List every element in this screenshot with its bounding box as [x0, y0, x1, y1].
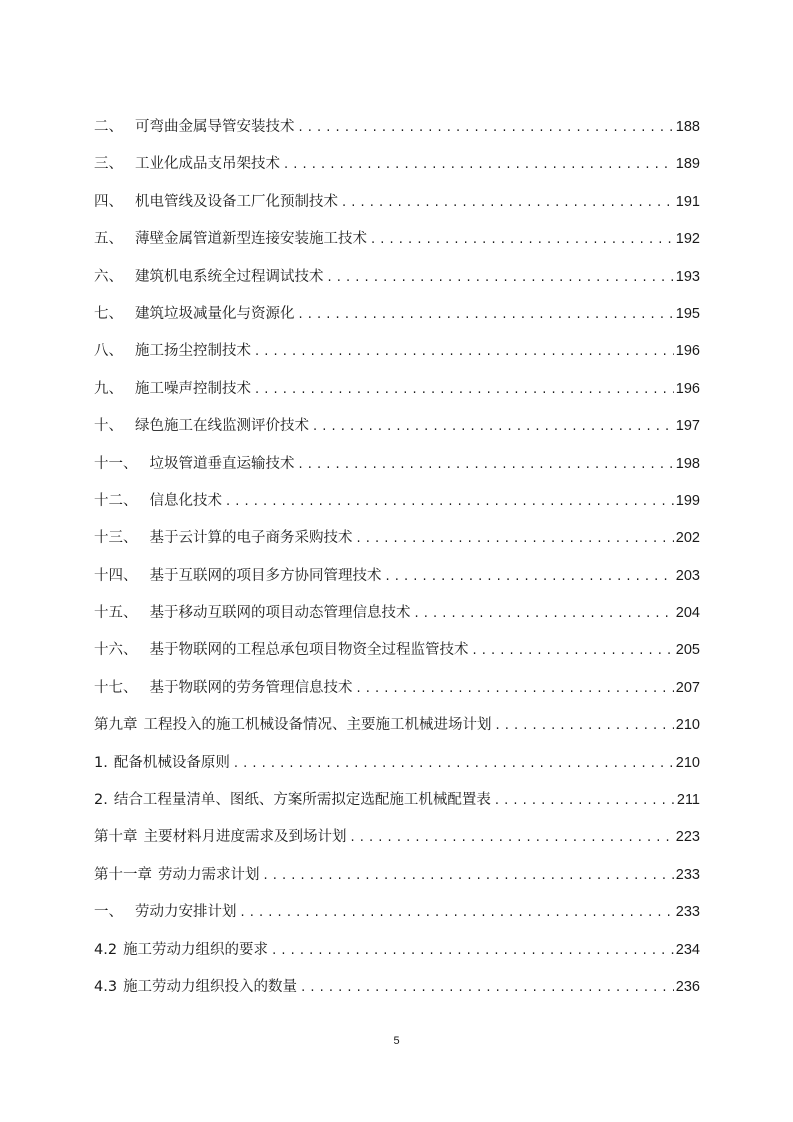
toc-entry-number: 七、 — [94, 305, 123, 322]
toc-entry-number: 五、 — [94, 231, 123, 248]
toc-dot-leader — [299, 114, 674, 141]
toc-entry-page: 188 — [675, 119, 700, 135]
toc-entry-title: 配备机械设备原则 — [113, 754, 230, 771]
toc-entry-page: 233 — [675, 904, 700, 921]
toc-entry-title: 劳动力需求计划 — [158, 866, 260, 883]
toc-entry[interactable] — [94, 151, 700, 188]
toc-entry-title: 工程投入的施工机械设备情况、主要施工机械进场计划 — [143, 717, 492, 734]
toc-entry-page: 199 — [675, 492, 700, 509]
toc-dot-leader — [264, 862, 674, 889]
toc-entry-title: 施工噪声控制技术 — [135, 380, 251, 397]
toc-entry-number: 二、 — [94, 119, 123, 135]
toc-entry[interactable] — [94, 600, 700, 637]
toc-entry-number: 十、 — [94, 418, 123, 435]
toc-dot-leader — [241, 899, 674, 926]
toc-entry[interactable] — [94, 637, 700, 674]
toc-entry-page: 195 — [675, 305, 700, 322]
toc-dot-leader — [284, 151, 674, 178]
toc-entry-number: 三、 — [94, 156, 123, 173]
toc-entry[interactable] — [94, 114, 700, 151]
toc-entry-title: 施工劳动力组织投入的数量 — [123, 978, 298, 995]
toc-entry-page: 196 — [675, 343, 700, 360]
toc-dot-leader — [301, 974, 674, 1001]
toc-entry-page: 207 — [675, 679, 700, 696]
toc-entry-number: 十二、 — [94, 492, 138, 509]
toc-entry-page: 223 — [675, 829, 700, 846]
toc-entry[interactable] — [94, 488, 700, 525]
toc-entry[interactable] — [94, 787, 700, 824]
toc-dot-leader — [234, 750, 674, 777]
toc-dot-leader — [371, 226, 674, 253]
toc-entry[interactable] — [94, 937, 700, 974]
toc-dot-leader — [386, 563, 674, 590]
toc-entry-title: 工业化成品支吊架技术 — [135, 156, 280, 173]
toc-dot-leader — [342, 189, 674, 216]
toc-entry[interactable] — [94, 563, 700, 600]
toc-dot-leader — [299, 451, 674, 478]
toc-entry[interactable] — [94, 675, 700, 712]
toc-entry[interactable] — [94, 862, 700, 899]
toc-dot-leader — [415, 600, 674, 627]
toc-dot-leader — [313, 413, 674, 440]
toc-entry-title: 机电管线及设备工厂化预制技术 — [135, 193, 338, 210]
toc-entry-title: 基于移动互联网的项目动态管理信息技术 — [149, 605, 411, 622]
toc-entry-number: 十五、 — [94, 605, 138, 622]
toc-entry-page: 191 — [675, 193, 700, 210]
toc-entry[interactable] — [94, 301, 700, 338]
toc-entry-title: 可弯曲金属导管安装技术 — [135, 119, 295, 135]
toc-entry[interactable] — [94, 750, 700, 787]
toc-entry-title: 信息化技术 — [149, 492, 222, 509]
toc-dot-leader — [357, 525, 674, 552]
toc-entry-title: 建筑机电系统全过程调试技术 — [135, 268, 324, 285]
toc-entry-number: 八、 — [94, 343, 123, 360]
toc-entry-title: 施工扬尘控制技术 — [135, 343, 251, 360]
toc-entry-number: 十一、 — [94, 455, 138, 472]
toc-dot-leader — [496, 712, 674, 739]
toc-dot-leader — [357, 675, 674, 702]
toc-entry-page: 210 — [675, 717, 700, 734]
toc-entry[interactable] — [94, 413, 700, 450]
toc-entry-page: 196 — [675, 380, 700, 397]
toc-entry-number: 十六、 — [94, 642, 138, 659]
toc-entry-number: 一、 — [94, 904, 123, 921]
toc-entry-title: 基于互联网的项目多方协同管理技术 — [149, 567, 382, 584]
toc-entry-number: 六、 — [94, 268, 123, 285]
toc-entry[interactable] — [94, 899, 700, 936]
toc-entry-title: 垃圾管道垂直运输技术 — [149, 455, 295, 472]
toc-dot-leader — [255, 338, 674, 365]
toc-entry-page: 210 — [675, 754, 700, 771]
toc-dot-leader — [255, 376, 674, 403]
toc-entry-page: 192 — [675, 231, 700, 248]
toc-entry-title: 劳动力安排计划 — [135, 904, 237, 921]
toc-entry-page: 211 — [676, 792, 700, 809]
toc-entry-page: 202 — [675, 530, 700, 547]
toc-entry-title: 结合工程量清单、图纸、方案所需拟定选配施工机械配置表 — [113, 792, 491, 809]
toc-entry-page: 236 — [675, 978, 700, 995]
toc-entry-number: 4.3 — [94, 978, 118, 995]
toc-entry-title: 基于云计算的电子商务采购技术 — [149, 530, 353, 547]
toc-dot-leader — [328, 264, 674, 291]
page-number: 5 — [393, 1035, 400, 1047]
toc-entry-page: 204 — [675, 605, 700, 622]
toc-entry-number: 第十章 — [94, 829, 138, 846]
toc-dot-leader — [272, 937, 674, 964]
toc-entry-number: 2. — [94, 792, 108, 809]
toc-entry-number: 十四、 — [94, 567, 138, 584]
toc-entry[interactable] — [94, 226, 700, 263]
toc-dot-leader — [473, 637, 674, 664]
toc-entry-title: 主要材料月进度需求及到场计划 — [143, 829, 347, 846]
toc-entry-title: 基于物联网的劳务管理信息技术 — [149, 679, 353, 696]
toc-entry[interactable] — [94, 264, 700, 301]
toc-entry-title: 建筑垃圾减量化与资源化 — [135, 305, 295, 322]
toc-entry-number: 四、 — [94, 193, 123, 210]
toc-entry[interactable] — [94, 712, 700, 749]
toc-dot-leader — [226, 488, 674, 515]
toc-entry-number: 4.2 — [94, 941, 118, 958]
toc-dot-leader — [299, 301, 674, 328]
toc-entry[interactable] — [94, 525, 700, 562]
toc-entry[interactable] — [94, 451, 700, 488]
toc-entry-page: 198 — [675, 455, 700, 472]
toc-entry-page: 203 — [675, 567, 700, 584]
toc-entry-page: 193 — [675, 268, 700, 285]
toc-entry-number: 1. — [94, 754, 108, 771]
toc-entry-page: 233 — [675, 866, 700, 883]
toc-entry-title: 基于物联网的工程总承包项目物资全过程监管技术 — [149, 642, 469, 659]
toc-entry-number: 第九章 — [94, 717, 138, 734]
toc-entry-title: 薄壁金属管道新型连接安装施工技术 — [135, 231, 367, 248]
toc-entry-number: 九、 — [94, 380, 123, 397]
toc-entry[interactable] — [94, 338, 700, 375]
toc-dot-leader — [351, 824, 674, 851]
toc-entry[interactable] — [94, 974, 700, 1011]
toc-entry-number: 第十一章 — [94, 866, 152, 883]
toc-entry[interactable] — [94, 824, 700, 861]
toc-entry-page: 189 — [675, 156, 700, 173]
toc-entry-page: 197 — [675, 418, 700, 435]
toc-dot-leader — [495, 787, 675, 814]
toc-entry-page: 205 — [675, 642, 700, 659]
toc-entry-number: 十七、 — [94, 679, 138, 696]
table-of-contents — [94, 114, 700, 1011]
toc-entry-title: 绿色施工在线监测评价技术 — [135, 418, 309, 435]
toc-entry-page: 234 — [675, 941, 700, 958]
toc-entry-title: 施工劳动力组织的要求 — [123, 941, 269, 958]
toc-entry-number: 十三、 — [94, 530, 138, 547]
toc-entry[interactable] — [94, 189, 700, 226]
toc-entry[interactable] — [94, 376, 700, 413]
